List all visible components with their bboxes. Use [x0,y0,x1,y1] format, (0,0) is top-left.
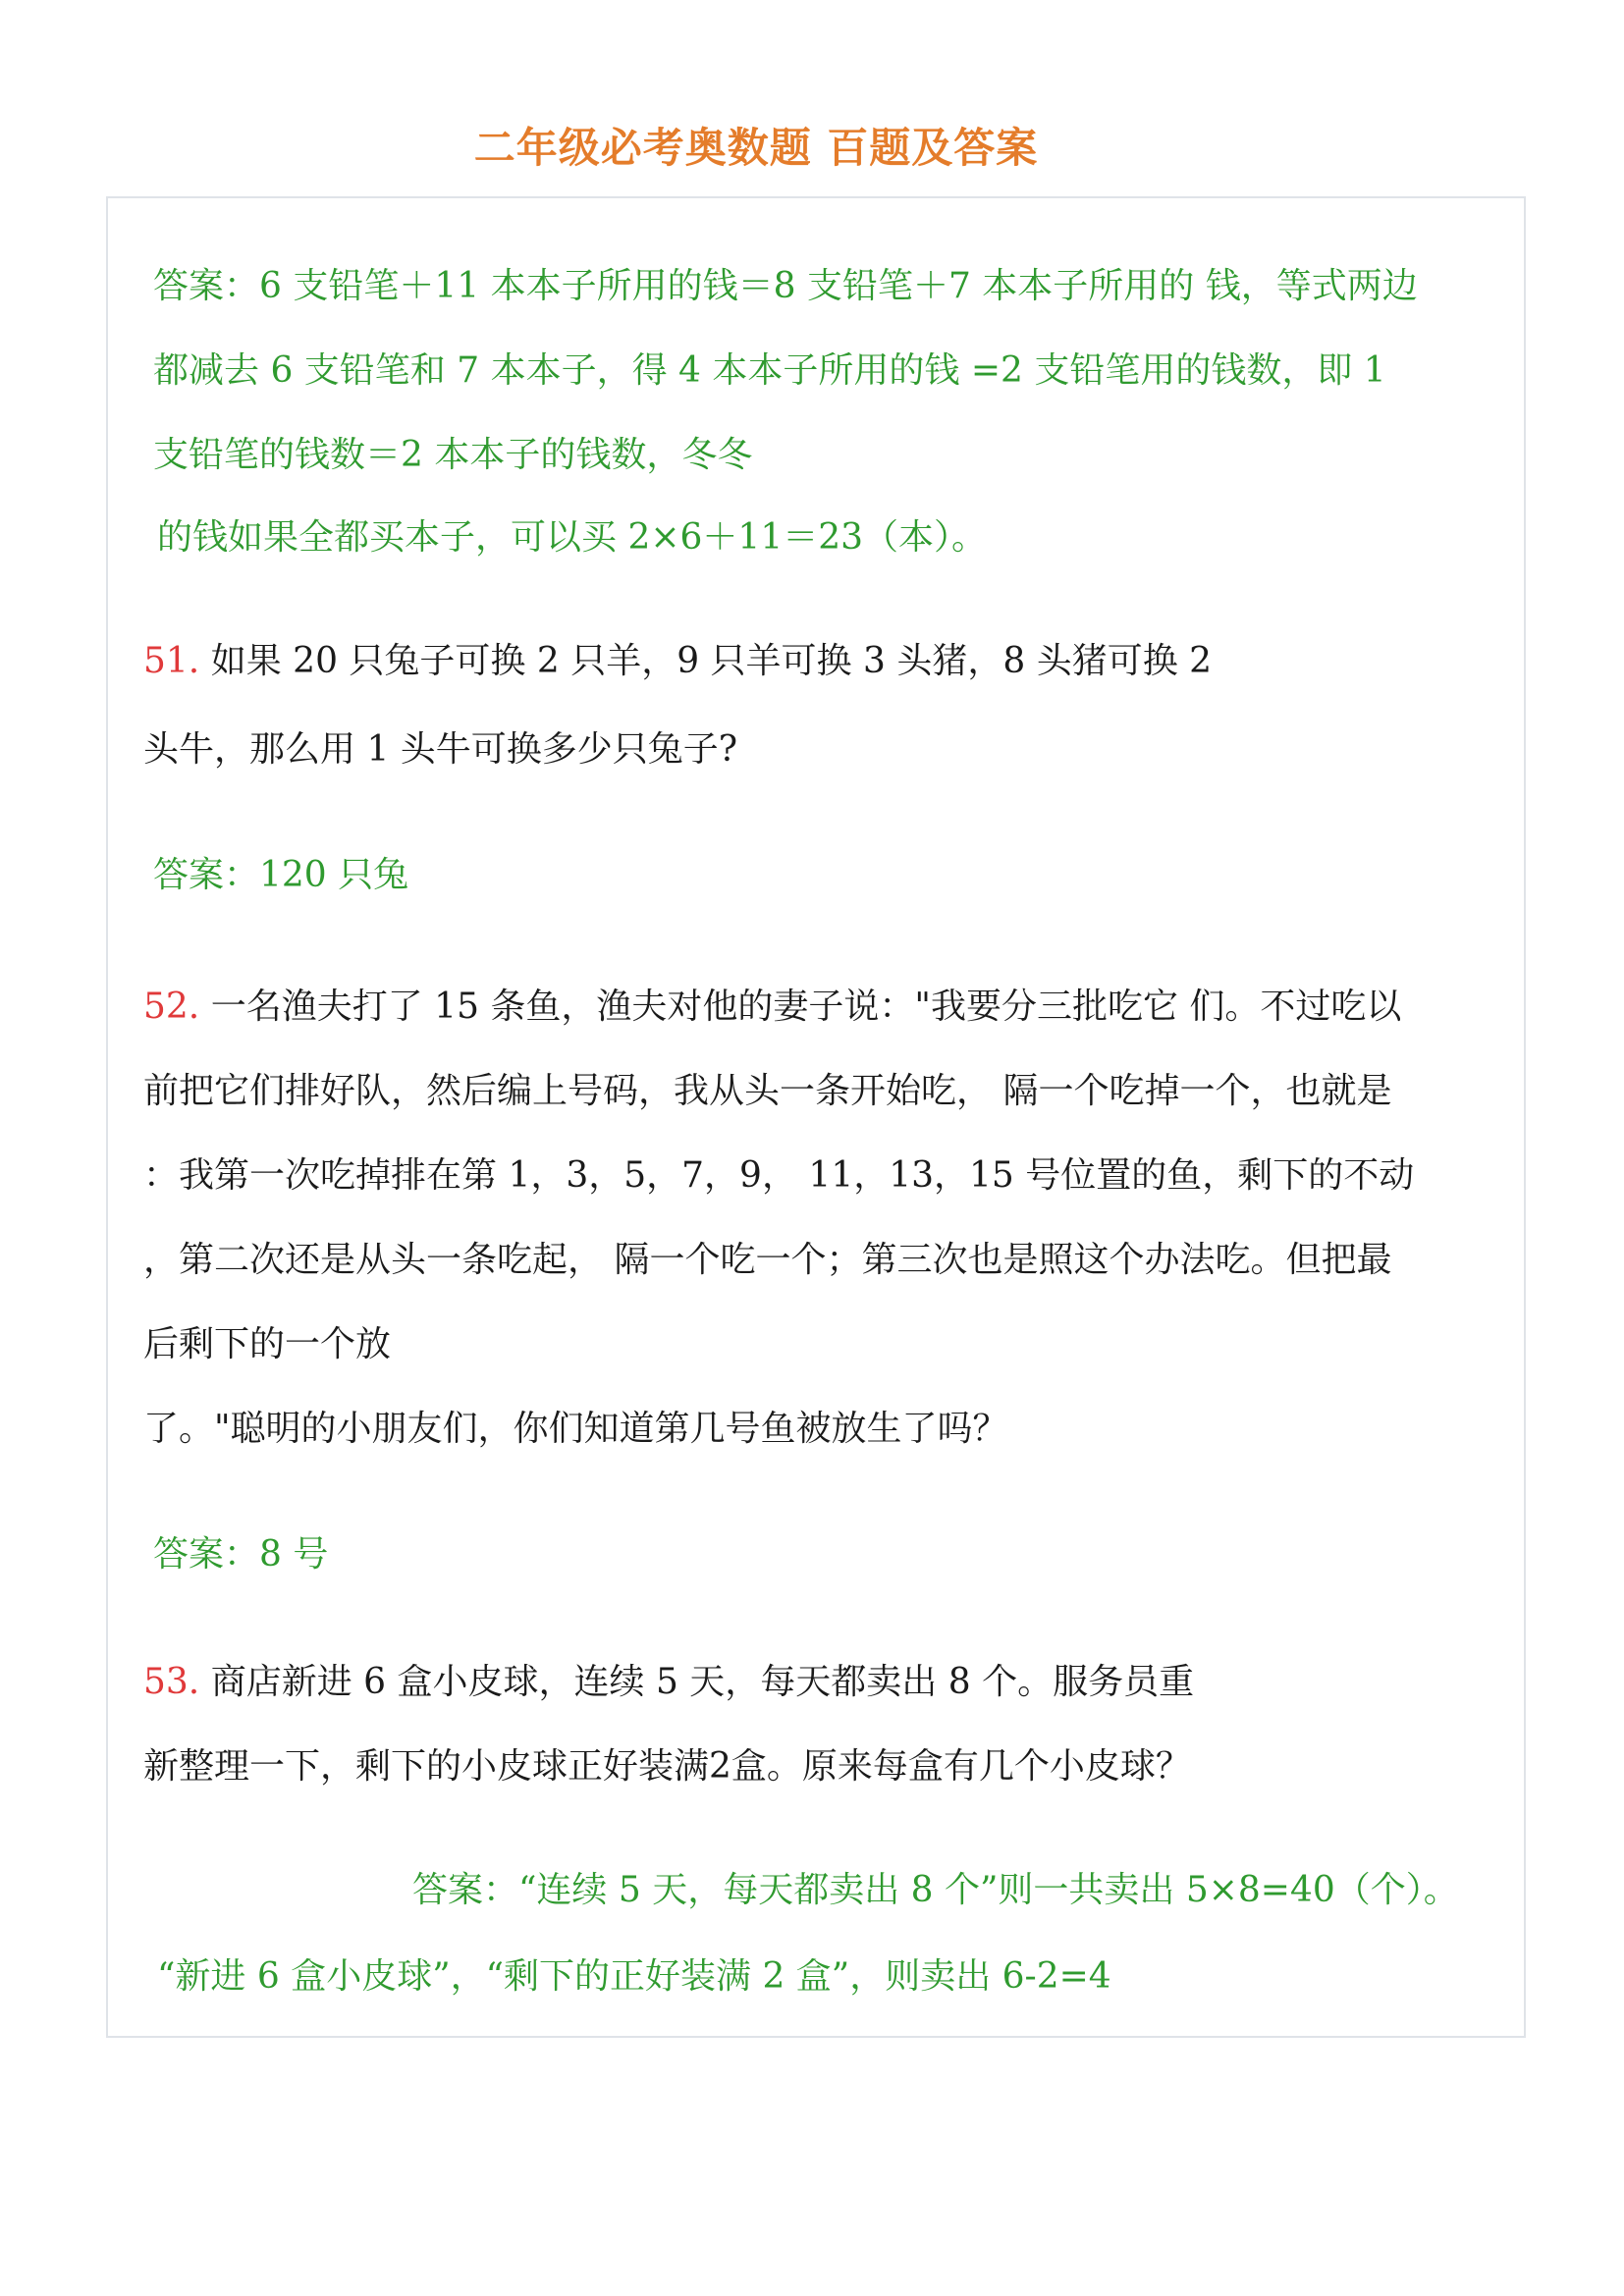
question-53-number: 53. [143,1662,200,1702]
question-51-text: 如果 20 只兔子可换 2 只羊，9 只羊可换 3 头猪，8 头猪可换 2 [210,641,1213,681]
question-51-number: 51. [143,641,200,681]
page-title: 二年级必考奥数题 百题及答案 [473,124,1039,172]
question-52-line-1 [143,989,1401,1025]
question-51-line-1 [143,641,1213,681]
answer-53-line-2: “新进 6 盒小皮球”，“剩下的正好装满 2 盒”，则卖出 6-2=4 [157,1956,1111,1997]
answer-50-line-3: 支铅笔的钱数＝2 本本子的钱数，冬冬 [153,435,753,475]
question-53-line-2: 新整理一下，剩下的小皮球正好装满2盒。原来每盒有几个小皮球？ [143,1746,1191,1787]
question-52-line-2: 前把它们排好队，然后编上号码，我从头一条开始吃， 隔一个吃掉一个，也就是 [143,1071,1392,1111]
question-51-line-2: 头牛，那么用 1 头牛可换多少只兔子? [143,729,738,770]
question-52-line-6: 了。"聪明的小朋友们，你们知道第几号鱼被放生了吗？ [143,1409,1008,1449]
answer-50-line-1: 答案：6 支铅笔＋11 本本子所用的钱＝8 支铅笔＋7 本本子所用的 钱，等式两边 [153,266,1418,306]
question-52-line-4: ，第二次还是从头一条吃起， 隔一个吃一个；第三次也是照这个办法吃。但把最 [143,1240,1392,1280]
question-52-text: 一名渔夫打了 15 条鱼，渔夫对他的妻子说："我要分三批吃它 们。不过吃以 [210,987,1402,1027]
answer-52: 答案：8 号 [153,1534,329,1575]
question-52-line-5: 后剩下的一个放 [143,1324,392,1364]
answer-50-line-2: 都减去 6 支铅笔和 7 本本子，得 4 本本子所用的钱 =2 支铅笔用的钱数，即 1 [153,350,1386,391]
question-53-text: 商店新进 6 盒小皮球，连续 5 天，每天都卖出 8 个。服务员重 [210,1662,1195,1702]
question-52-line-3: ：我第一次吃掉排在第 1，3，5，7，9， 11，13，15 号位置的鱼，剩下的不动 [143,1155,1415,1196]
answer-53-line-1: 答案：“连续 5 天，每天都卖出 8 个”则一共卖出 5×8=40（个）。 [412,1870,1459,1910]
answer-50-line-4: 的钱如果全都买本子，可以买 2×6＋11＝23（本）。 [157,517,988,558]
question-52-number: 52. [143,987,200,1027]
answer-51: 答案：120 只兔 [153,855,409,895]
question-53-line-1 [143,1662,1195,1702]
